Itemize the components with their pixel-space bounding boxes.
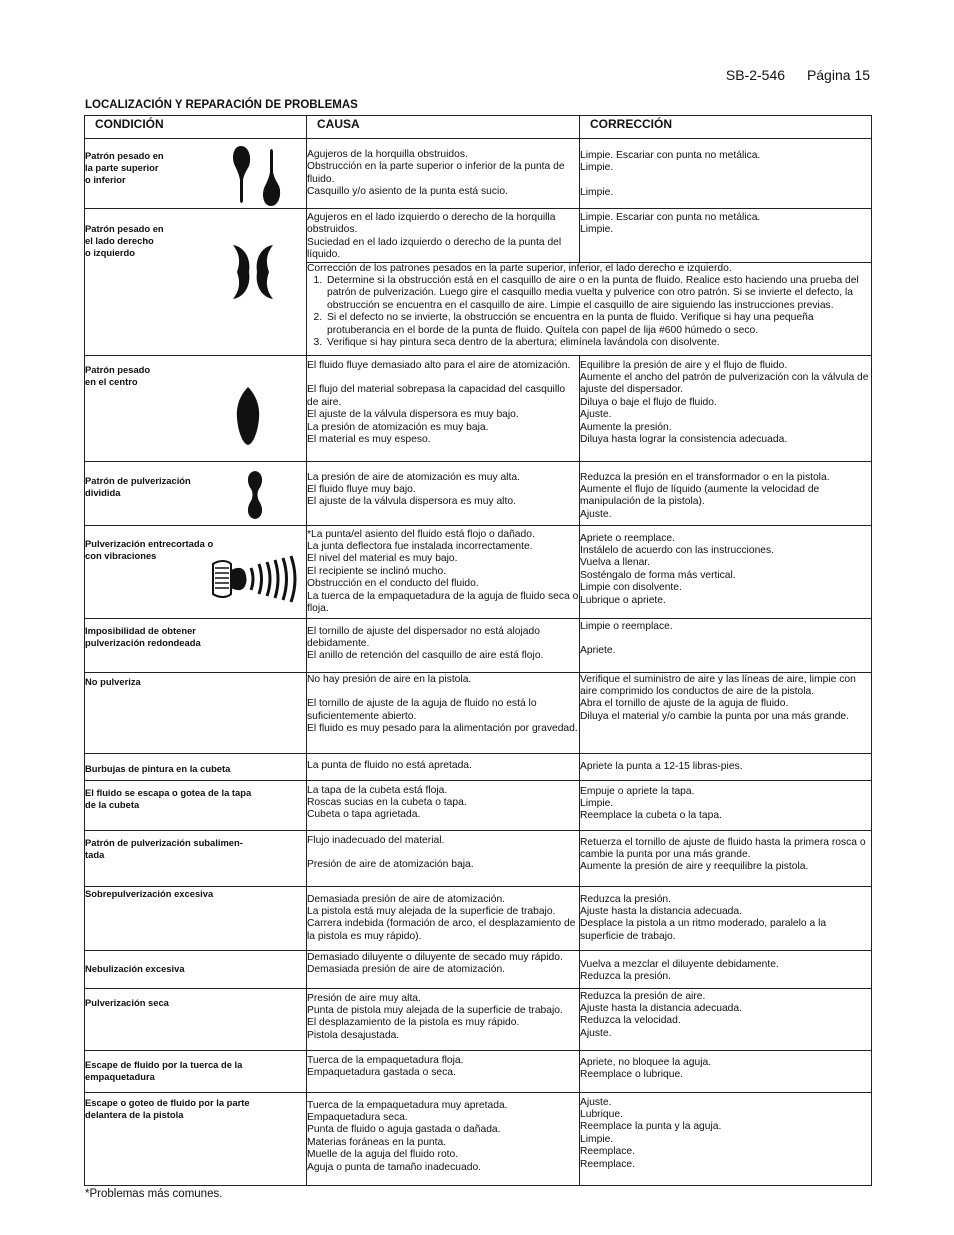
table-row bbox=[85, 1050, 872, 1092]
pattern-split-icon bbox=[245, 470, 265, 520]
table-header-row bbox=[85, 116, 872, 139]
cause-text: Tuerca de la empaquetadura floja. Empaquetadura gastada o seca. bbox=[307, 1054, 464, 1079]
table-row bbox=[85, 950, 872, 988]
condition-label: Burbujas de pintura en la cubeta bbox=[85, 762, 231, 774]
cause-text: El fluido fluye demasiado alto para el aire de atomización. El flujo del material sobrepasa la capacidad del casquillo de aire. El ajuste de la válvula dispersora es muy bajo. La presión de atomización es muy baja. El material es muy espeso. bbox=[307, 359, 571, 446]
correction-text: Verifique el suministro de aire y las líneas de aire, limpie con aire comprimido los conductos de aire de la pistola. Abra el tornillo de ajuste de la aguja de fluido. Diluya el material y/o cambie la punta por una más grande. bbox=[580, 673, 856, 722]
cause-text: La punta de fluido no está apretada. bbox=[307, 759, 472, 771]
condition-label: Patrón pesado en el lado derecho o izquierdo bbox=[85, 223, 164, 258]
footnote: *Problemas más comunes. bbox=[85, 1188, 223, 1200]
table-row bbox=[85, 461, 872, 525]
correction-note-title: Corrección de los patrones pesados en la parte superior, inferior, el lado derecho e izquierdo. bbox=[307, 262, 732, 274]
correction-cell bbox=[580, 525, 872, 618]
table-row bbox=[85, 753, 872, 780]
correction-text: Reduzca la presión de aire. Ajuste hasta la distancia adecuada. Reduzca la velocidad. Ajuste. bbox=[580, 990, 743, 1039]
condition-cell bbox=[85, 950, 307, 988]
cause-text: El tornillo de ajuste del dispersador no está alojado debidamente. El anillo de retención del casquillo de aire está flojo. bbox=[307, 625, 544, 662]
condition-label: Escape o goteo de fluido por la parte delantera de la pistola bbox=[85, 1096, 250, 1120]
condition-cell bbox=[85, 672, 307, 753]
cause-cell bbox=[307, 886, 580, 950]
cause-text: Agujeros de la horquilla obstruidos. Obstrucción en la parte superior o inferior de la punta de fluido. Casquillo y/o asiento de la punta está sucio. bbox=[307, 149, 565, 198]
cause-cell bbox=[307, 780, 580, 830]
pattern-top-bottom-icon bbox=[231, 144, 285, 208]
condition-cell bbox=[85, 525, 307, 618]
correction-text: Retuerza el tornillo de ajuste de fluido hasta la primera rosca o cambie la punta por una más grande. Aumente la presión de aire y reequilibre la pistola. bbox=[580, 836, 866, 873]
cause-text: Tuerca de la empaquetadura muy apretada. Empaquetadura seca. Punta de fluido o aguja gastada o dañada. Materias foráneas en la punta. Muelle de la aguja del fluido roto. Aguja o punta de tamaño inadecuado. bbox=[307, 1099, 508, 1173]
correction-text: Limpie. Escariar con punta no metálica. Limpie. Limpie. bbox=[580, 150, 761, 199]
cause-text: Demasiada presión de aire de atomización. La pistola está muy alejada de la superficie de trabajo. Carrera indebida (formación de arco, el desplazamiento de la pistola es muy rápido). bbox=[307, 893, 576, 942]
page-number: Página 15 bbox=[806, 67, 870, 83]
condition-cell bbox=[85, 988, 307, 1050]
condition-cell bbox=[85, 1092, 307, 1185]
table-row bbox=[85, 618, 872, 672]
condition-cell bbox=[85, 618, 307, 672]
correction-cell bbox=[580, 1050, 872, 1092]
cause-text: La presión de aire de atomización es muy alta. El fluido fluye muy bajo. El ajuste de la válvula dispersora es muy alto. bbox=[307, 471, 520, 508]
condition-label: Patrón pesado en el centro bbox=[85, 363, 151, 387]
correction-cell bbox=[580, 461, 872, 525]
cause-text: No hay presión de aire en la pistola. El tornillo de ajuste de la aguja de fluido no está lo suficientemente abierto. El fluido es muy pesado para la alimentación por gravedad. bbox=[307, 673, 578, 735]
condition-label: Patrón pesado en la parte superior o inferior bbox=[85, 150, 164, 185]
cause-text: Presión de aire muy alta. Punta de pistola muy alejada de la superficie de trabajo. El desplazamiento de la pistola es muy rápido. Pistola desajustada. bbox=[307, 992, 563, 1041]
column-header-causa: CAUSA bbox=[307, 116, 580, 139]
condition-label: El fluido se escapa o gotea de la tapa de la cubeta bbox=[85, 786, 252, 810]
condition-cell bbox=[85, 886, 307, 950]
correction-cell bbox=[580, 988, 872, 1050]
cause-text: *La punta/el asiento del fluido está flojo o dañado. La junta deflectora fue instalada incorrectamente. El nivel del material es muy bajo. El recipiente se inclinó mucho. Obstrucción en el conducto del fluido. La tuerca de la empaquetadura de la aguja de fluido seca o floja. bbox=[307, 528, 579, 615]
table-row bbox=[85, 209, 872, 263]
condition-label: Patrón de pulverización subalimen- tada bbox=[85, 836, 243, 860]
correction-text: Empuje o apriete la tapa. Limpie. Reemplace la cubeta o la tapa. bbox=[580, 785, 722, 822]
cause-text: Agujeros en el lado izquierdo o derecho de la horquilla obstruidos. Suciedad en el lado izquierdo o derecho de la punta del líquido. bbox=[307, 212, 562, 261]
cause-cell bbox=[307, 139, 580, 209]
correction-cell bbox=[580, 1092, 872, 1185]
table-row bbox=[85, 1092, 872, 1185]
cause-text: La tapa de la cubeta está floja. Roscas sucias en la cubeta o tapa. Cubeta o tapa agrietada. bbox=[307, 784, 467, 821]
cause-cell bbox=[307, 355, 580, 461]
correction-cell bbox=[580, 830, 872, 886]
correction-note-step: 1. Determine si la obstrucción está en el casquillo de aire o en la punta de fluido. Realice esto haciendo una prueba del patrón de pulverización. Luego gire el casquillo media vuelta y pulverice con otro patrón. Si se invierte el defecto, la obstrucción se encuentra en el casquillo de aire. Limpie el casquillo de aire siguiendo las instrucciones previas. bbox=[325, 275, 871, 312]
troubleshooting-table bbox=[84, 115, 872, 1186]
table-row bbox=[85, 525, 872, 618]
column-header-correccion: CORRECCIÓN bbox=[580, 116, 872, 139]
condition-label: Sobrepulverización excesiva bbox=[85, 887, 214, 899]
correction-text: Limpie. Escariar con punta no metálica. Limpie. bbox=[580, 212, 761, 236]
cause-cell bbox=[307, 1092, 580, 1185]
condition-label: Patrón de pulverización dividida bbox=[85, 474, 191, 498]
condition-cell bbox=[85, 830, 307, 886]
table-row bbox=[85, 830, 872, 886]
cause-cell bbox=[307, 830, 580, 886]
cause-cell bbox=[307, 461, 580, 525]
table-row bbox=[85, 355, 872, 461]
condition-label: Imposibilidad de obtener pulverización redondeada bbox=[85, 624, 201, 648]
condition-cell bbox=[85, 1050, 307, 1092]
condition-cell bbox=[85, 355, 307, 461]
cause-cell bbox=[307, 209, 580, 263]
correction-text: Reduzca la presión. Ajuste hasta la distancia adecuada. Desplace la pistola a un ritmo moderado, paralelo a la superficie de trabajo. bbox=[580, 893, 827, 942]
correction-note-step: 2. Si el defecto no se invierte, la obstrucción se encuentra en la punta de fluido. Verifique si hay una pequeña protuberancia en el borde de la punta de fluido. Quítela con papel de lija #600 húmedo o seco. bbox=[325, 312, 871, 337]
correction-text: Ajuste. Lubrique. Reemplace la punta y la aguja. Limpie. Reemplace. Reemplace. bbox=[580, 1096, 722, 1170]
correction-cell bbox=[580, 209, 872, 263]
cause-cell bbox=[307, 753, 580, 780]
condition-label: Pulverización entrecortada o con vibraciones bbox=[85, 537, 214, 561]
condition-label: Escape de fluido por la tuerca de la empaquetadura bbox=[85, 1058, 243, 1082]
doc-code: SB-2-546 bbox=[725, 67, 786, 83]
condition-label: No pulveriza bbox=[85, 675, 141, 687]
correction-note-step: 3. Verifique si hay pintura seca dentro de la abertura; elimínela lavándola con disolvente. bbox=[325, 337, 871, 349]
correction-text: Apriete, no bloquee la aguja. Reemplace o lubrique. bbox=[580, 1056, 712, 1081]
cause-text: Demasiado diluyente o diluyente de secado muy rápido. Demasiada presión de aire de atomización. bbox=[307, 951, 563, 976]
page-header bbox=[726, 67, 870, 83]
condition-cell bbox=[85, 461, 307, 525]
table-row bbox=[85, 780, 872, 830]
correction-note-cell bbox=[307, 262, 872, 355]
correction-text: Apriete la punta a 12-15 libras-pies. bbox=[580, 760, 743, 772]
correction-cell bbox=[580, 886, 872, 950]
correction-text: Reduzca la presión en el transformador o en la pistola. Aumente el flujo de líquido (aumente la velocidad de manipulación de la pistola). Ajuste. bbox=[580, 471, 830, 520]
correction-cell bbox=[580, 950, 872, 988]
cause-cell bbox=[307, 950, 580, 988]
correction-text: Vuelva a mezclar el diluyente debidamente. Reduzca la presión. bbox=[580, 958, 779, 983]
correction-cell bbox=[580, 355, 872, 461]
table-row bbox=[85, 886, 872, 950]
condition-label: Pulverización seca bbox=[85, 996, 169, 1008]
cause-cell bbox=[307, 618, 580, 672]
condition-cell bbox=[85, 780, 307, 830]
correction-cell bbox=[580, 618, 872, 672]
table-row bbox=[85, 988, 872, 1050]
condition-cell bbox=[85, 209, 307, 356]
correction-text: Equilibre la presión de aire y el flujo de fluido. Aumente el ancho del patrón de pulverización con la válvula de ajuste del dispersador. Diluya o baje el flujo de fluido. Ajuste. Aumente la presión. Diluya hasta lograr la consistencia adecuada. bbox=[580, 359, 869, 446]
table-row bbox=[85, 139, 872, 209]
pattern-left-right-icon bbox=[229, 243, 277, 301]
cause-text: Flujo inadecuado del material. Presión de aire de atomización baja. bbox=[307, 834, 474, 871]
cause-cell bbox=[307, 525, 580, 618]
correction-cell bbox=[580, 753, 872, 780]
correction-cell bbox=[580, 139, 872, 209]
condition-cell bbox=[85, 139, 307, 209]
pattern-center-icon bbox=[235, 386, 261, 446]
section-title: LOCALIZACIÓN Y REPARACIÓN DE PROBLEMAS bbox=[85, 99, 358, 111]
condition-cell bbox=[85, 753, 307, 780]
correction-text: Apriete o reemplace. Instálelo de acuerdo con las instrucciones. Vuelva a llenar. Sosténgalo de forma más vertical. Limpie con disolvente. Lubrique o apriete. bbox=[580, 532, 775, 606]
condition-label: Nebulización excesiva bbox=[85, 962, 185, 974]
correction-note-steps bbox=[307, 275, 871, 349]
cause-cell bbox=[307, 988, 580, 1050]
fluttering-spray-icon bbox=[209, 554, 303, 604]
column-header-condicion: CONDICIÓN bbox=[85, 116, 307, 139]
cause-cell bbox=[307, 672, 580, 753]
correction-cell bbox=[580, 780, 872, 830]
table-row bbox=[85, 672, 872, 753]
correction-text: Limpie o reemplace. Apriete. bbox=[580, 620, 673, 657]
cause-cell bbox=[307, 1050, 580, 1092]
correction-cell bbox=[580, 672, 872, 753]
